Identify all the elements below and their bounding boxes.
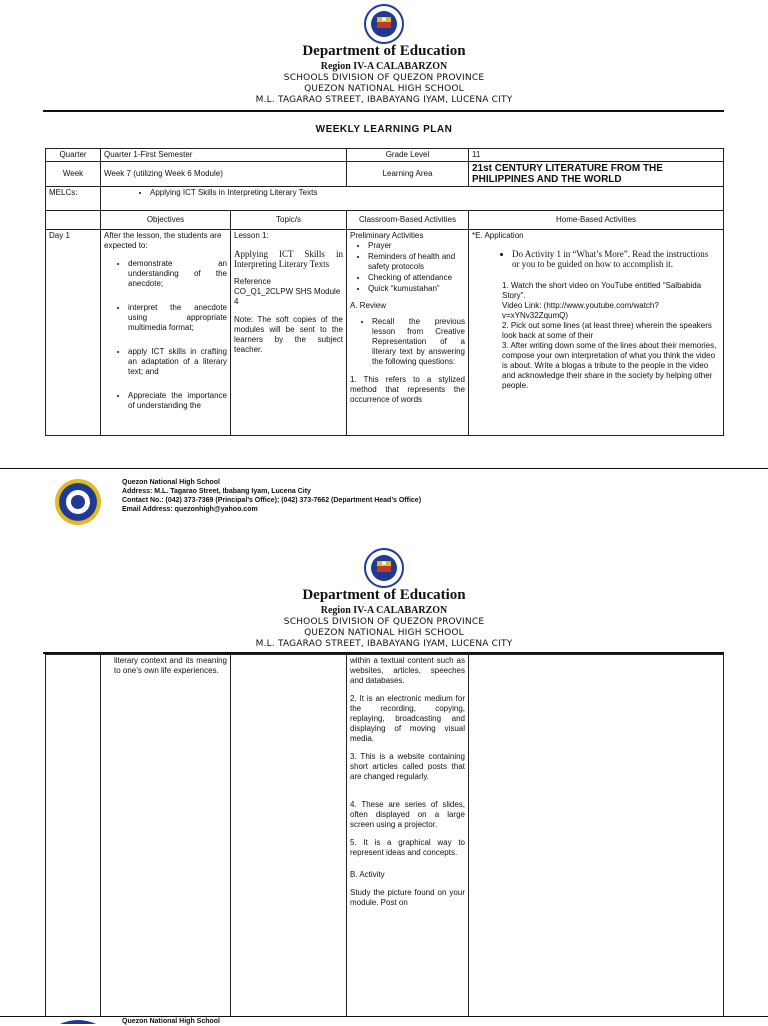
objective-item: • apply ICT skills in crafting an adaptation of a literary text; and <box>128 347 227 377</box>
objectives-cont-text: literary context and its meaning to one’s own life experiences. <box>114 656 227 675</box>
classroom-header: Classroom-Based Activities <box>347 211 469 230</box>
objective-item: • interpret the anecdote using appropriate multimedia format; <box>128 303 227 333</box>
topics-continued <box>231 655 347 1017</box>
footer-address: Address: M.L. Tagarao Street, Ibabang Iyam, Lucena City <box>122 488 311 495</box>
deped-seal-icon <box>354 548 414 588</box>
week-value: Week 7 (utilizing Week 6 Module) <box>101 162 347 187</box>
row-melcs <box>46 187 724 211</box>
topic-lesson: Lesson 1: <box>234 231 269 240</box>
topics-header: Topic/s <box>231 211 347 230</box>
home-step-2: 2. Pick out some lines (at least three) wherein the speakers look back at some of their <box>502 321 712 340</box>
day-cell-continued <box>46 655 101 1017</box>
objectives-intro: After the lesson, the students are expected to: <box>104 231 222 250</box>
melcs-cell <box>101 187 724 211</box>
page-footer <box>122 1017 220 1026</box>
row-day1-continued <box>46 655 724 1017</box>
question-4: 4. These are series of slides, often displayed on a large screen using a projector. <box>350 800 465 829</box>
objectives-header: Objectives <box>101 211 231 230</box>
footer-school: Quezon National High School <box>122 1018 220 1025</box>
area-value: 21st CENTURY LITERATURE FROM THE PHILIPPINES AND THE WORLD <box>469 162 724 187</box>
weekly-plan-table-continued <box>45 654 724 1017</box>
review-item: • Recall the previous lesson from Creative Representation of a literary text by answering the following questions: <box>372 317 465 367</box>
home-heading: *E. Application <box>472 231 524 240</box>
topic-title: Applying ICT Skills in Interpreting Literary Texts <box>234 249 343 269</box>
prelim-list <box>350 241 465 294</box>
classroom-cont-text: within a textual content such as websites, articles, speeches and databases. <box>350 656 465 685</box>
prelim-item: • Checking of attendance <box>368 273 465 283</box>
review-heading: A. Review <box>350 301 387 310</box>
home-steps <box>472 281 720 391</box>
deped-seal-icon <box>354 4 414 44</box>
melcs-label: MELCs: <box>46 187 101 211</box>
row-quarter <box>46 149 724 162</box>
day1-label: Day 1 <box>46 230 101 436</box>
home-continued <box>469 655 724 1017</box>
prelim-item: • Quick “kumustahan” <box>368 284 465 294</box>
home-header: Home-Based Activities <box>469 211 724 230</box>
page-footer <box>122 478 421 514</box>
home-list <box>472 249 716 269</box>
topic-ref-label: Reference <box>234 277 271 286</box>
division-name: SCHOOLS DIVISION OF QUEZON PROVINCE <box>283 617 485 627</box>
row-column-headers <box>46 211 724 230</box>
melcs-value: • Applying ICT Skills in Interpreting Literary Texts <box>150 188 720 198</box>
row-day1 <box>46 230 724 436</box>
prelim-item: • Prayer <box>368 241 465 251</box>
prelim-heading: Preliminary Activities <box>350 231 424 240</box>
footer-school: Quezon National High School <box>122 479 220 486</box>
region-name: Region IV-A CALABARZON <box>320 61 448 72</box>
question-1: 1. This refers to a stylized method that represents the occurrence of words <box>350 375 465 404</box>
school-name: QUEZON NATIONAL HIGH SCHOOL <box>304 84 464 94</box>
document-title: WEEKLY LEARNING PLAN <box>315 124 453 135</box>
row-week <box>46 162 724 187</box>
school-seal-icon <box>50 477 106 527</box>
school-seal-icon <box>50 1018 106 1024</box>
school-address: M.L. TAGARAO STREET, IBABAYANG IYAM, LUCENA CITY <box>255 639 513 649</box>
footer-email: Email Address: quezonhigh@yahoo.com <box>122 506 258 513</box>
footer-contact: Contact No.: (042) 373-7369 (Principal’s Office); (042) 373-7662 (Department Head’s Office) <box>122 497 422 504</box>
quarter-value: Quarter 1-First Semester <box>101 149 347 162</box>
home-step-1: 1. Watch the short video on YouTube entitled “Salbabida Story”. <box>502 281 702 300</box>
day1-objectives <box>101 230 231 436</box>
objective-item: • Appreciate the importance of understanding the <box>128 391 227 411</box>
day-header-blank <box>46 211 101 230</box>
page-header <box>0 43 768 106</box>
topic-ref-value: CO_Q1_2CLPW SHS Module 4 <box>234 287 341 306</box>
question-3: 3. This is a website containing short articles called posts that are changed regularly. <box>350 752 465 781</box>
grade-label: Grade Level <box>347 149 469 162</box>
day1-home <box>469 230 724 436</box>
objective-item: • demonstrate an understanding of the anecdote; <box>128 259 227 289</box>
review-list <box>350 317 465 367</box>
area-label: Learning Area <box>347 162 469 187</box>
school-name: QUEZON NATIONAL HIGH SCHOOL <box>304 628 464 638</box>
activity-heading: B. Activity <box>350 870 385 879</box>
grade-value: 11 <box>469 149 724 162</box>
day1-topics <box>231 230 347 436</box>
question-5: 5. It is a graphical way to represent ideas and concepts. <box>350 838 465 857</box>
home-step-3: 3. After writing down some of the lines about their memories, compose your own interpretation of what you think the video is about. Write a blogas a tribute to the people in the video and acknowledge their share in the society by helping other people. <box>502 341 717 390</box>
classroom-continued <box>347 655 469 1017</box>
department-name: Department of Education <box>302 587 466 603</box>
activity-text: Study the picture found on your module. Post on <box>350 888 465 907</box>
division-name: SCHOOLS DIVISION OF QUEZON PROVINCE <box>283 73 485 83</box>
page-header <box>0 587 768 650</box>
day1-classroom <box>347 230 469 436</box>
objectives-list <box>104 259 227 411</box>
region-name: Region IV-A CALABARZON <box>320 605 448 616</box>
home-bullet: • Do Activity 1 in “What’s More”. Read the instructions or you to be guided on how to accomplish it. <box>512 249 716 269</box>
prelim-item: • Reminders of health and safety protocols <box>368 252 465 272</box>
question-2: 2. It is an electronic medium for the recording, copying, replaying, broadcasting and displaying of moving visual media. <box>350 694 465 743</box>
footer-divider <box>0 1016 768 1017</box>
topic-note: Note: The soft copies of the modules will be sent to the learners by the subject teacher. <box>234 315 343 354</box>
quarter-label: Quarter <box>46 149 101 162</box>
weekly-plan-table <box>45 148 724 436</box>
header-divider <box>43 110 724 112</box>
week-label: Week <box>46 162 101 187</box>
school-address: M.L. TAGARAO STREET, IBABAYANG IYAM, LUCENA CITY <box>255 95 513 105</box>
objectives-continued <box>101 655 231 1017</box>
home-video-link: Video Link: (http://www.youtube.com/watch?v=xYNv32ZqumQ) <box>502 301 659 320</box>
footer-divider <box>0 468 768 469</box>
department-name: Department of Education <box>302 43 466 59</box>
